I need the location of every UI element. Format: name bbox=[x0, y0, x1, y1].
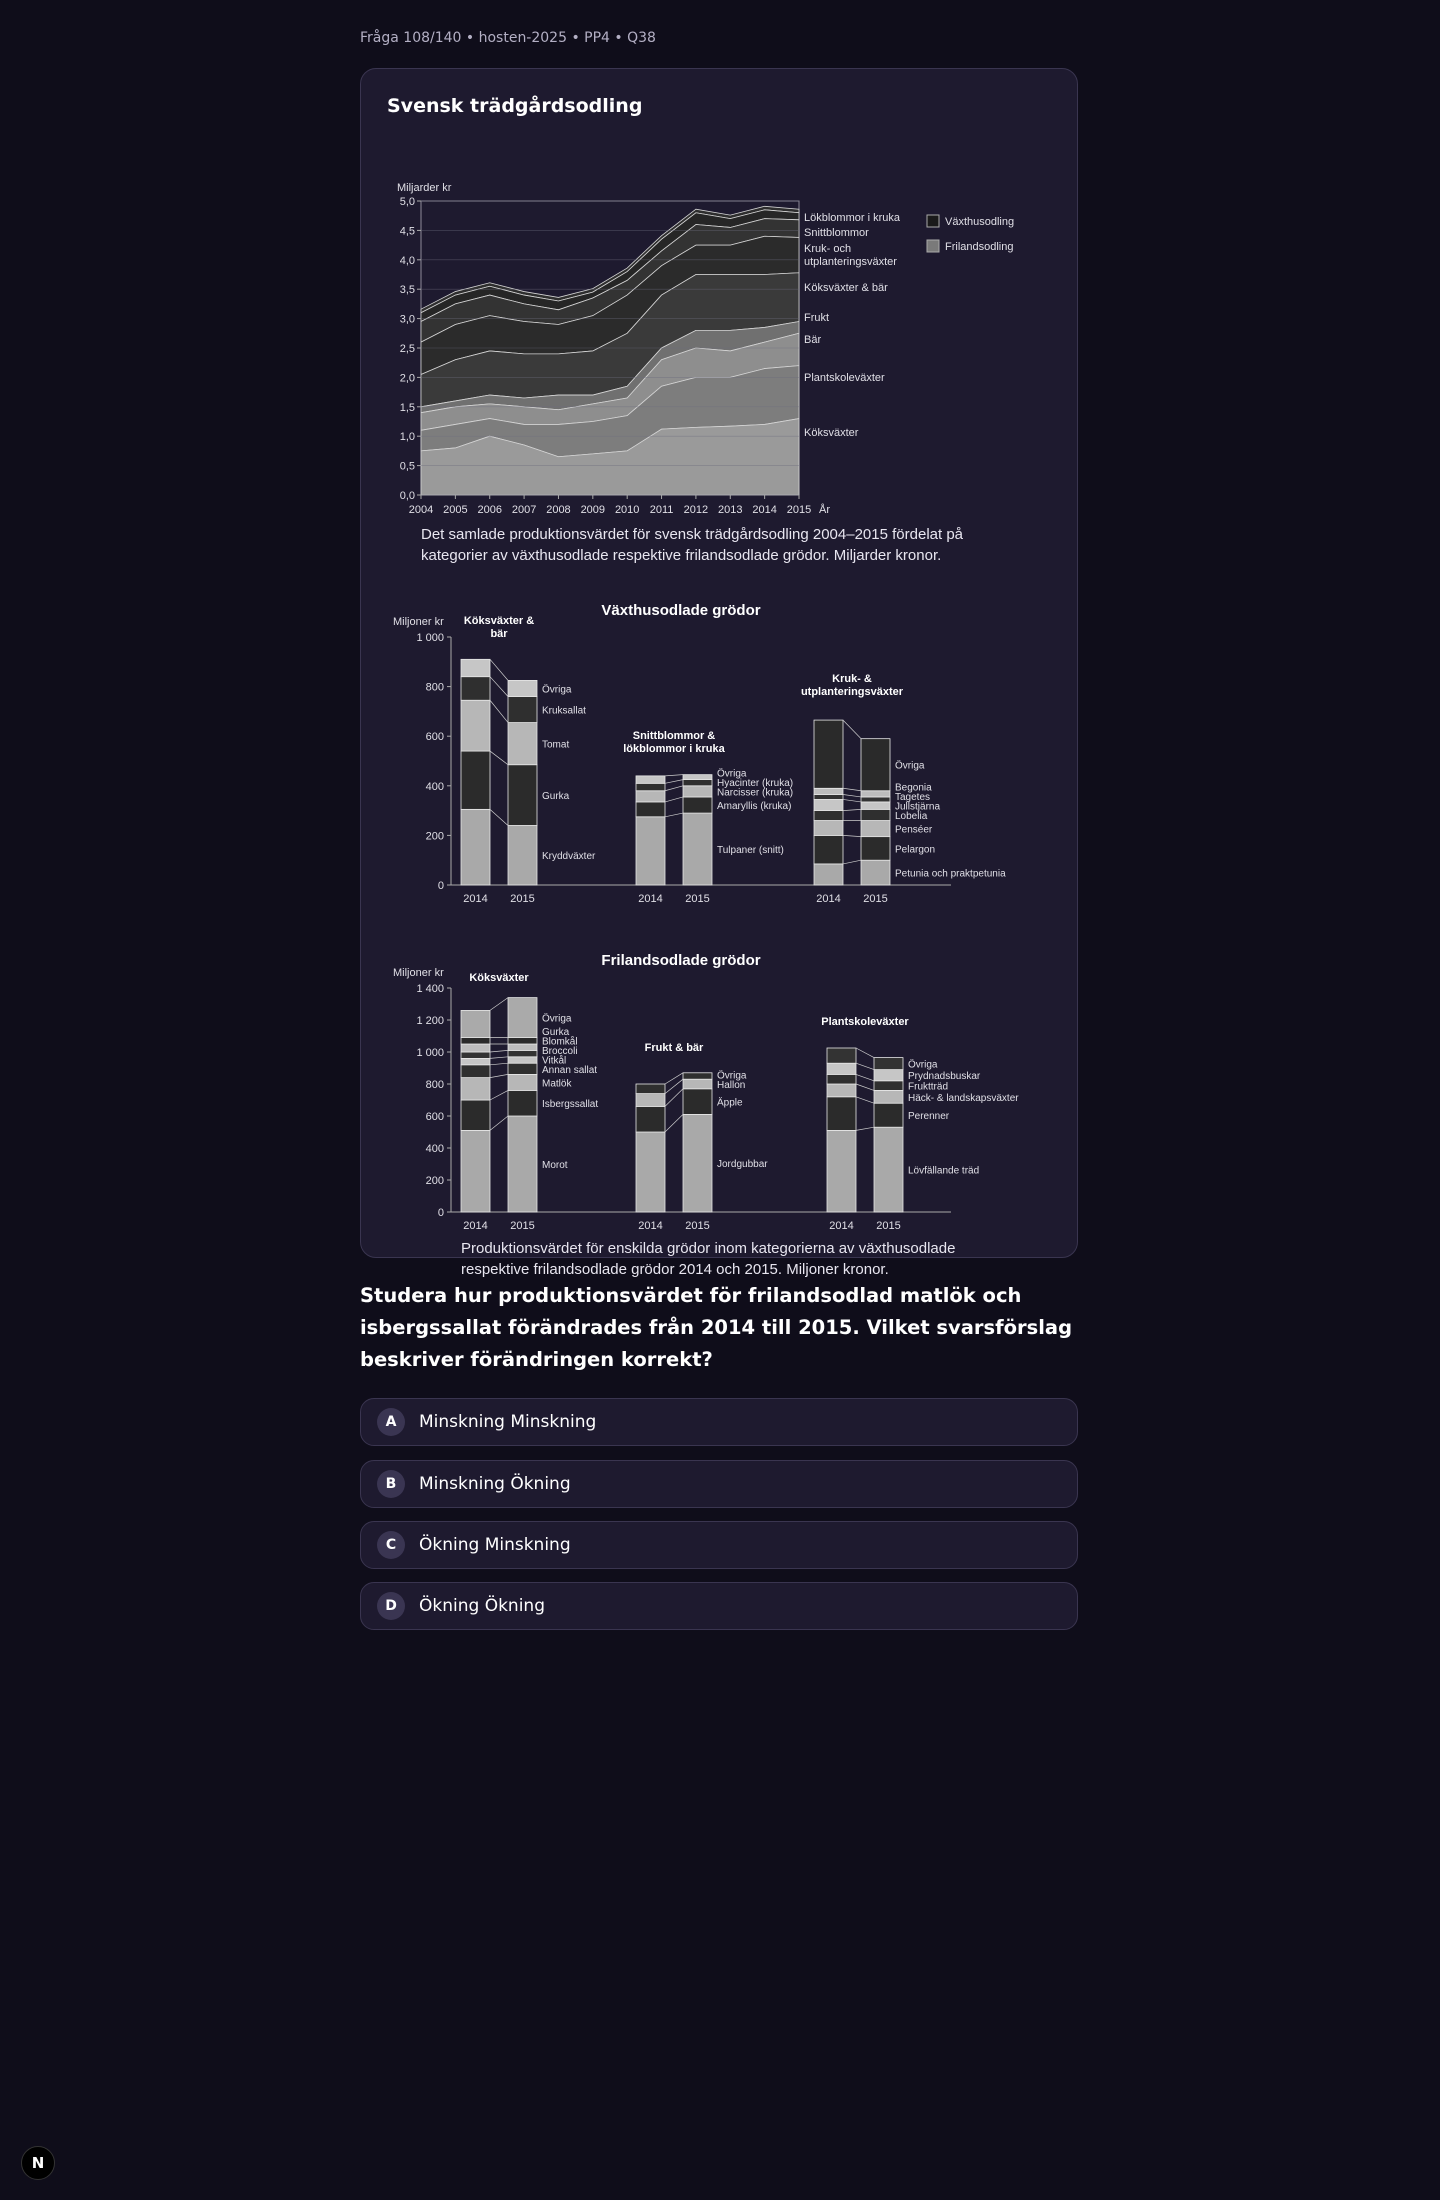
segment-label: Övriga bbox=[542, 684, 572, 696]
segment-label: Fruktträd bbox=[908, 1081, 949, 1093]
bar-segment bbox=[636, 1094, 665, 1107]
segment-label: Övriga bbox=[895, 760, 925, 772]
bar-segment bbox=[461, 677, 490, 701]
connector-line bbox=[856, 1063, 874, 1069]
x-tick-label: 2015 bbox=[786, 504, 812, 516]
connector-line bbox=[665, 786, 683, 791]
segment-label: Hyacinter (kruka) bbox=[717, 777, 794, 789]
legend-swatch bbox=[927, 240, 939, 252]
segment-label: Övriga bbox=[717, 768, 747, 780]
bar-segment bbox=[861, 802, 890, 809]
option-text: Minskning Ökning bbox=[419, 1474, 571, 1494]
bar-segment bbox=[508, 765, 537, 826]
y-axis-label: Miljoner kr bbox=[393, 616, 444, 628]
bar-segment bbox=[461, 1058, 490, 1064]
option-b[interactable] bbox=[360, 1460, 1078, 1508]
y-tick-label: 0 bbox=[437, 1207, 444, 1219]
option-letter: D bbox=[377, 1592, 405, 1620]
bar-segment bbox=[683, 1079, 712, 1089]
bar-segment bbox=[636, 776, 665, 783]
y-tick-label: 1,0 bbox=[399, 431, 415, 444]
bar-segment bbox=[683, 786, 712, 797]
x-tick-label: 2010 bbox=[614, 504, 640, 516]
bar-segment bbox=[814, 835, 843, 864]
bar-segment bbox=[508, 1090, 537, 1116]
connector-line bbox=[665, 813, 683, 817]
group-title: utplanteringsväxter bbox=[800, 686, 904, 698]
segment-label: Övriga bbox=[542, 1013, 572, 1025]
chart-caption: respektive frilandsodlade grödor 2014 och 2015. Miljoner kronor. bbox=[461, 1261, 889, 1278]
series-label: Kruk- och bbox=[804, 243, 852, 255]
x-tick-label: 2014 bbox=[638, 1220, 663, 1232]
y-tick-label: 400 bbox=[425, 780, 444, 793]
chart-title: Växthusodlade grödor bbox=[601, 602, 761, 619]
bar-segment bbox=[827, 1048, 856, 1063]
bar-segment bbox=[814, 821, 843, 836]
bar-segment bbox=[683, 1073, 712, 1079]
question-meta: Fråga 108/140 • hosten-2025 • PP4 • Q38 bbox=[360, 30, 656, 46]
card-title: Svensk trädgårdsodling bbox=[387, 95, 643, 117]
segment-label: Jullstjärna bbox=[895, 801, 941, 813]
x-tick-label: 2012 bbox=[683, 504, 709, 516]
x-tick-label: 2015 bbox=[685, 893, 710, 905]
y-tick-label: 600 bbox=[425, 1111, 444, 1123]
y-tick-label: 0,0 bbox=[399, 490, 415, 502]
y-axis-label: Miljoner kr bbox=[393, 967, 444, 979]
series-label: Köksväxter bbox=[804, 427, 859, 439]
segment-label: Petunia och praktpetunia bbox=[895, 868, 1006, 880]
y-axis-label: Miljarder kr bbox=[397, 182, 452, 194]
connector-line bbox=[843, 809, 861, 810]
bar-segment bbox=[861, 837, 890, 861]
series-label: Bär bbox=[804, 334, 822, 346]
option-letter: A bbox=[377, 1408, 405, 1436]
legend-label: Växthusodling bbox=[945, 216, 1015, 228]
series-label: Lökblommor i kruka bbox=[804, 212, 900, 224]
segment-label: Övriga bbox=[908, 1059, 938, 1071]
segment-label: Lobelia bbox=[895, 810, 928, 822]
bar-segment bbox=[636, 1106, 665, 1132]
bar-segment bbox=[636, 1084, 665, 1094]
group-title: bär bbox=[490, 628, 508, 640]
bar-segment bbox=[508, 1044, 537, 1050]
bar-segment bbox=[874, 1081, 903, 1091]
segment-label: Häck- & landskapsväxter bbox=[908, 1092, 1019, 1104]
y-tick-label: 0 bbox=[437, 880, 444, 892]
connector-line bbox=[490, 1116, 508, 1130]
y-tick-label: 2,0 bbox=[399, 372, 415, 385]
connector-line bbox=[843, 788, 861, 790]
x-tick-label: 2004 bbox=[408, 504, 434, 516]
segment-label: Blomkål bbox=[542, 1036, 578, 1048]
connector-line bbox=[490, 751, 508, 765]
bar-segment bbox=[461, 1065, 490, 1078]
segment-label: Morot bbox=[542, 1160, 568, 1171]
bar-segment bbox=[508, 1057, 537, 1063]
x-tick-label: 2014 bbox=[752, 504, 777, 516]
bar-segment bbox=[874, 1127, 903, 1212]
bar-segment bbox=[827, 1130, 856, 1212]
bar-segment bbox=[683, 813, 712, 885]
y-tick-label: 2,5 bbox=[399, 343, 415, 355]
bar-segment bbox=[461, 700, 490, 751]
x-tick-label: 2014 bbox=[463, 1220, 488, 1232]
group-title: Kruk- & bbox=[832, 673, 872, 685]
option-a[interactable] bbox=[360, 1398, 1078, 1446]
y-tick-label: 1 000 bbox=[416, 1047, 444, 1059]
connector-line bbox=[490, 1090, 508, 1100]
bar-segment bbox=[827, 1084, 856, 1097]
bar-segment bbox=[461, 1038, 490, 1044]
bar-segment bbox=[683, 780, 712, 786]
segment-label: Penséer bbox=[895, 824, 933, 836]
bar-segment bbox=[636, 1132, 665, 1212]
app-logo-button[interactable]: N bbox=[21, 2146, 55, 2180]
y-tick-label: 400 bbox=[425, 1143, 444, 1155]
y-tick-label: 5,0 bbox=[399, 196, 415, 208]
x-tick-label: 2008 bbox=[546, 504, 571, 516]
bar-segment bbox=[636, 791, 665, 802]
bar-segment bbox=[874, 1070, 903, 1081]
series-label: utplanteringsväxter bbox=[804, 256, 897, 268]
bar-segment bbox=[636, 817, 665, 885]
legend-label: Frilandsodling bbox=[945, 241, 1014, 253]
segment-label: Kruksallat bbox=[542, 705, 586, 717]
option-letter: B bbox=[377, 1470, 405, 1498]
connector-line bbox=[843, 835, 861, 836]
y-tick-label: 1,5 bbox=[399, 401, 415, 414]
bar-segment bbox=[461, 1052, 490, 1058]
bar-segment bbox=[636, 802, 665, 817]
y-tick-label: 200 bbox=[425, 1175, 444, 1187]
segment-label: Annan sallat bbox=[542, 1064, 598, 1076]
bar-segment bbox=[636, 783, 665, 790]
x-axis-label: År bbox=[819, 504, 830, 516]
option-d[interactable] bbox=[360, 1582, 1078, 1630]
series-label: Frukt bbox=[804, 312, 830, 324]
bar-segment bbox=[461, 1100, 490, 1130]
bar-segment bbox=[874, 1090, 903, 1103]
segment-label: Gurka bbox=[542, 791, 570, 803]
connector-line bbox=[843, 794, 861, 796]
x-tick-label: 2014 bbox=[638, 893, 663, 905]
x-tick-label: 2015 bbox=[510, 1220, 535, 1232]
segment-label: Perenner bbox=[908, 1111, 950, 1123]
chart-caption: kategorier av växthusodlade respektive frilandsodlade grödor. Miljarder kronor. bbox=[421, 547, 942, 564]
connector-line bbox=[490, 1050, 508, 1052]
y-tick-label: 800 bbox=[425, 1079, 444, 1091]
figure bbox=[391, 139, 1051, 1278]
segment-label: Hallon bbox=[717, 1080, 746, 1091]
segment-label: Narcisser (kruka) bbox=[717, 787, 794, 799]
connector-line bbox=[843, 860, 861, 864]
bar-segment bbox=[508, 825, 537, 885]
connector-line bbox=[490, 677, 508, 697]
y-tick-label: 3,5 bbox=[399, 284, 415, 297]
connector-line bbox=[490, 998, 508, 1011]
connector-line bbox=[843, 799, 861, 801]
y-tick-label: 1 200 bbox=[416, 1015, 444, 1027]
option-c[interactable] bbox=[360, 1521, 1078, 1569]
segment-label: Broccoli bbox=[542, 1045, 578, 1057]
y-tick-label: 1 000 bbox=[416, 632, 444, 644]
segment-label: Lövfällande träd bbox=[908, 1165, 980, 1177]
segment-label: Kryddväxter bbox=[542, 851, 596, 863]
segment-label: Tomat bbox=[542, 739, 570, 751]
question-text: Studera hur produktionsvärdet för frilandsodlad matlök och isbergssallat förändrades från 2014 till 2015. Vilket svarsförslag beskriver förändringen korrekt? bbox=[360, 1284, 1073, 1371]
bar-segment bbox=[683, 1089, 712, 1115]
bar-segment bbox=[508, 697, 537, 723]
bar-segment bbox=[461, 809, 490, 885]
chart-caption: Produktionsvärdet för enskilda grödor inom kategorierna av växthusodlade bbox=[461, 1240, 956, 1257]
bar-segment bbox=[861, 860, 890, 885]
connector-line bbox=[856, 1127, 874, 1130]
series-label: Köksväxter & bär bbox=[804, 282, 888, 294]
chart-title: Frilandsodlade grödor bbox=[601, 952, 761, 969]
bar-segment bbox=[814, 864, 843, 885]
connector-line bbox=[490, 700, 508, 722]
bar-segment bbox=[683, 797, 712, 813]
bar-segment bbox=[508, 680, 537, 696]
x-tick-label: 2015 bbox=[510, 893, 535, 905]
x-tick-label: 2009 bbox=[580, 504, 606, 516]
series-label: Snittblommor bbox=[804, 227, 869, 239]
x-tick-label: 2011 bbox=[649, 504, 674, 516]
x-tick-label: 2015 bbox=[685, 1220, 710, 1232]
connector-line bbox=[665, 1114, 683, 1132]
connector-line bbox=[665, 780, 683, 784]
connector-line bbox=[856, 1074, 874, 1080]
connector-line bbox=[490, 1063, 508, 1065]
x-tick-label: 2015 bbox=[863, 893, 888, 905]
bar-segment bbox=[861, 739, 890, 791]
bar-segment bbox=[508, 723, 537, 765]
x-tick-label: 2013 bbox=[718, 504, 743, 516]
connector-line bbox=[490, 1074, 508, 1077]
group-title: Snittblommor & bbox=[632, 730, 716, 742]
y-tick-label: 200 bbox=[425, 830, 444, 843]
connector-line bbox=[843, 720, 861, 739]
x-tick-label: 2014 bbox=[829, 1220, 854, 1232]
bar-segment bbox=[827, 1063, 856, 1074]
segment-label: Pelargon bbox=[895, 844, 936, 856]
bar-segment bbox=[814, 799, 843, 810]
bar-segment bbox=[508, 1038, 537, 1044]
bar-segment bbox=[461, 1130, 490, 1212]
segment-label: Äpple bbox=[717, 1097, 743, 1109]
segment-label: Amaryllis (kruka) bbox=[717, 801, 792, 813]
connector-line bbox=[856, 1084, 874, 1090]
bar-segment bbox=[861, 797, 890, 802]
connector-line bbox=[856, 1048, 874, 1058]
segment-label: Isbergssallat bbox=[542, 1099, 599, 1111]
bar-segment bbox=[861, 809, 890, 820]
chart-caption: Det samlade produktionsvärdet för svensk trädgårdsodling 2004–2015 fördelat på bbox=[421, 526, 964, 543]
bar-segment bbox=[814, 794, 843, 799]
connector-line bbox=[665, 1073, 683, 1084]
bar-segment bbox=[861, 791, 890, 797]
segment-label: Gurka bbox=[542, 1026, 570, 1038]
connector-line bbox=[490, 1057, 508, 1059]
x-tick-label: 2006 bbox=[477, 504, 502, 516]
x-tick-label: 2014 bbox=[463, 893, 488, 905]
bar-segment bbox=[814, 720, 843, 788]
bar-segment bbox=[874, 1103, 903, 1127]
figure-card bbox=[360, 68, 1078, 1278]
y-tick-label: 4,5 bbox=[399, 225, 415, 238]
x-tick-label: 2015 bbox=[876, 1220, 901, 1232]
bar-segment bbox=[461, 659, 490, 676]
bar-segment bbox=[508, 998, 537, 1038]
group-title: Köksväxter & bbox=[463, 615, 535, 627]
bar-segment bbox=[508, 1063, 537, 1074]
connector-line bbox=[665, 797, 683, 802]
y-tick-label: 600 bbox=[425, 731, 444, 744]
bar-segment bbox=[861, 821, 890, 837]
segment-label: Prydnadsbuskar bbox=[908, 1071, 981, 1083]
option-text: Minskning Minskning bbox=[419, 1412, 597, 1432]
y-tick-label: 4,0 bbox=[399, 254, 415, 267]
segment-label: Tagetes bbox=[895, 791, 931, 803]
legend-swatch bbox=[927, 215, 939, 227]
y-tick-label: 1 400 bbox=[416, 983, 444, 995]
bar-segment bbox=[827, 1074, 856, 1084]
connector-line bbox=[490, 659, 508, 680]
group-title: Köksväxter bbox=[469, 972, 529, 984]
group-title: Frukt & bär bbox=[644, 1042, 704, 1054]
bar-segment bbox=[508, 1116, 537, 1212]
series-label: Plantskoleväxter bbox=[804, 372, 885, 384]
segment-label: Övriga bbox=[717, 1070, 747, 1082]
y-tick-label: 0,5 bbox=[399, 460, 415, 473]
connector-line bbox=[490, 809, 508, 825]
segment-label: Jordgubbar bbox=[717, 1159, 768, 1171]
bar-segment bbox=[683, 1114, 712, 1212]
bar-segment bbox=[827, 1097, 856, 1131]
option-letter: C bbox=[377, 1531, 405, 1559]
bar-segment bbox=[508, 1050, 537, 1056]
x-tick-label: 2007 bbox=[511, 504, 537, 516]
bar-segment bbox=[874, 1058, 903, 1070]
y-tick-label: 3,0 bbox=[399, 313, 415, 326]
bar-segment bbox=[814, 811, 843, 821]
y-tick-label: 800 bbox=[425, 681, 444, 694]
group-title: lökblommor i kruka bbox=[623, 743, 725, 755]
connector-line bbox=[856, 1097, 874, 1103]
bar-segment bbox=[461, 751, 490, 809]
connector-line bbox=[665, 775, 683, 776]
bar-segment bbox=[683, 775, 712, 780]
segment-label: Begonia bbox=[895, 782, 932, 794]
segment-label: Vitkål bbox=[542, 1055, 567, 1067]
bar-segment bbox=[461, 1044, 490, 1052]
bar-segment bbox=[461, 1010, 490, 1037]
option-text: Ökning Ökning bbox=[419, 1596, 545, 1616]
bar-segment bbox=[508, 1074, 537, 1090]
bar-segment bbox=[814, 788, 843, 794]
x-tick-label: 2014 bbox=[816, 893, 841, 905]
option-text: Ökning Minskning bbox=[419, 1535, 571, 1555]
group-title: Plantskoleväxter bbox=[821, 1016, 909, 1028]
segment-label: Matlök bbox=[542, 1078, 572, 1090]
bar-segment bbox=[461, 1078, 490, 1100]
x-tick-label: 2005 bbox=[443, 504, 468, 516]
segment-label: Tulpaner (snitt) bbox=[717, 845, 784, 857]
